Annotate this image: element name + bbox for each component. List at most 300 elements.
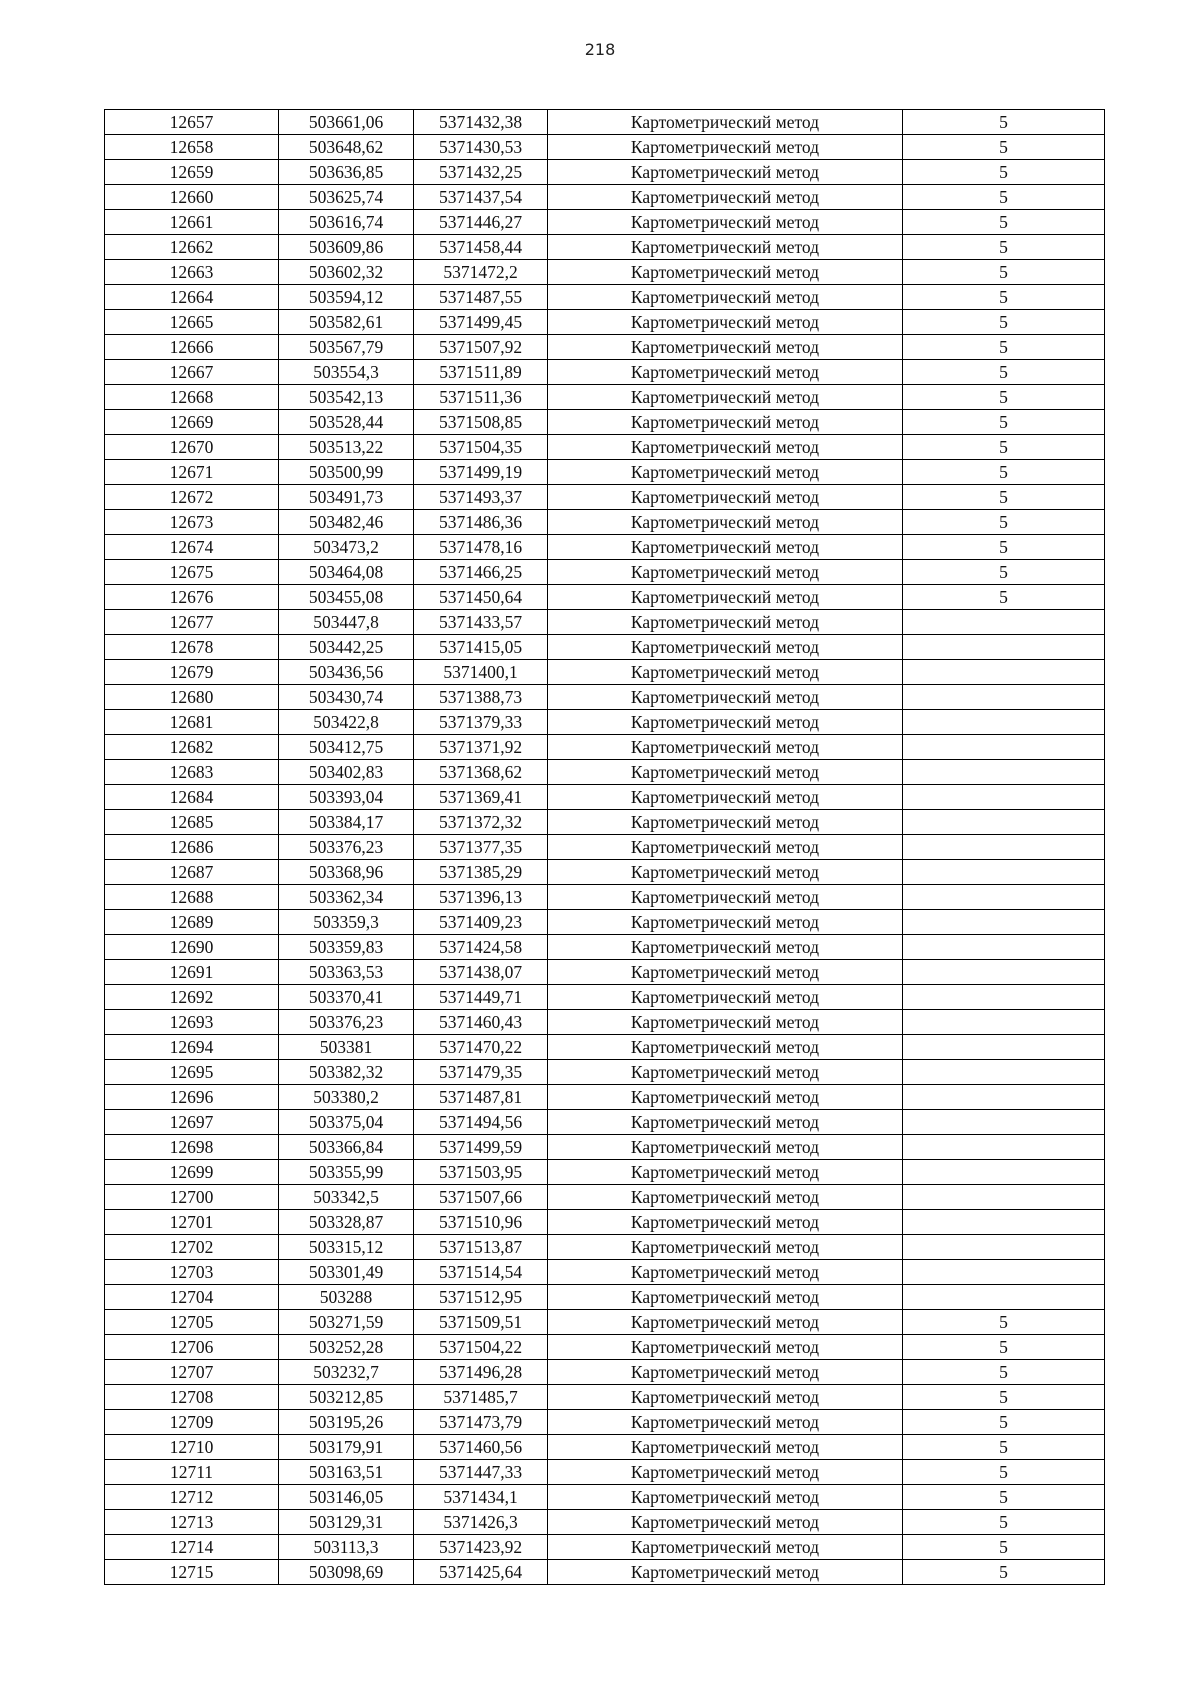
table-row [105,1160,1105,1185]
x-coordinate-cell: 503384,17 [279,810,414,835]
table-row [105,1060,1105,1085]
table-row [105,835,1105,860]
x-coordinate-cell: 503366,84 [279,1135,414,1160]
accuracy-cell [903,985,1105,1010]
accuracy-cell [903,1235,1105,1260]
point-number-cell: 12693 [105,1010,279,1035]
table-row [105,135,1105,160]
y-coordinate-cell: 5371432,25 [414,160,548,185]
method-cell: Картометрический метод [548,160,903,185]
point-number-cell: 12686 [105,835,279,860]
accuracy-cell [903,1285,1105,1310]
y-coordinate-cell: 5371430,53 [414,135,548,160]
x-coordinate-cell: 503602,32 [279,260,414,285]
x-coordinate-cell: 503542,13 [279,385,414,410]
x-coordinate-cell: 503146,05 [279,1485,414,1510]
y-coordinate-cell: 5371446,27 [414,210,548,235]
point-number-cell: 12676 [105,585,279,610]
method-cell: Картометрический метод [548,1110,903,1135]
method-cell: Картометрический метод [548,1010,903,1035]
accuracy-cell: 5 [903,1560,1105,1585]
table-row [105,810,1105,835]
point-number-cell: 12690 [105,935,279,960]
method-cell: Картометрический метод [548,1135,903,1160]
accuracy-cell [903,1185,1105,1210]
point-number-cell: 12687 [105,860,279,885]
point-number-cell: 12685 [105,810,279,835]
y-coordinate-cell: 5371510,96 [414,1210,548,1235]
table-row [105,410,1105,435]
method-cell: Картометрический метод [548,385,903,410]
table-row [105,610,1105,635]
point-number-cell: 12657 [105,110,279,135]
x-coordinate-cell: 503163,51 [279,1460,414,1485]
x-coordinate-cell: 503271,59 [279,1310,414,1335]
method-cell: Картометрический метод [548,1435,903,1460]
point-number-cell: 12712 [105,1485,279,1510]
y-coordinate-cell: 5371470,22 [414,1035,548,1060]
y-coordinate-cell: 5371423,92 [414,1535,548,1560]
accuracy-cell [903,1010,1105,1035]
x-coordinate-cell: 503661,06 [279,110,414,135]
x-coordinate-cell: 503328,87 [279,1210,414,1235]
y-coordinate-cell: 5371369,41 [414,785,548,810]
accuracy-cell: 5 [903,460,1105,485]
point-number-cell: 12665 [105,310,279,335]
x-coordinate-cell: 503382,32 [279,1060,414,1085]
table-row [105,235,1105,260]
method-cell: Картометрический метод [548,360,903,385]
x-coordinate-cell: 503513,22 [279,435,414,460]
method-cell: Картометрический метод [548,1285,903,1310]
table-row [105,1385,1105,1410]
table-row [105,585,1105,610]
table-row [105,510,1105,535]
accuracy-cell: 5 [903,1335,1105,1360]
x-coordinate-cell: 503375,04 [279,1110,414,1135]
table-row [105,560,1105,585]
y-coordinate-cell: 5371503,95 [414,1160,548,1185]
accuracy-cell [903,735,1105,760]
x-coordinate-cell: 503528,44 [279,410,414,435]
x-coordinate-cell: 503342,5 [279,1185,414,1210]
accuracy-cell [903,1035,1105,1060]
x-coordinate-cell: 503422,8 [279,710,414,735]
table-row [105,1110,1105,1135]
table-row [105,1510,1105,1535]
point-number-cell: 12694 [105,1035,279,1060]
accuracy-cell: 5 [903,585,1105,610]
y-coordinate-cell: 5371514,54 [414,1260,548,1285]
x-coordinate-cell: 503368,96 [279,860,414,885]
method-cell: Картометрический метод [548,960,903,985]
x-coordinate-cell: 503252,28 [279,1335,414,1360]
point-number-cell: 12672 [105,485,279,510]
accuracy-cell [903,685,1105,710]
table-row [105,660,1105,685]
method-cell: Картометрический метод [548,635,903,660]
table-row [105,210,1105,235]
point-number-cell: 12678 [105,635,279,660]
method-cell: Картометрический метод [548,1310,903,1335]
coordinates-table-body [105,110,1105,1585]
accuracy-cell [903,860,1105,885]
y-coordinate-cell: 5371486,36 [414,510,548,535]
accuracy-cell: 5 [903,435,1105,460]
table-row [105,935,1105,960]
accuracy-cell: 5 [903,535,1105,560]
table-row [105,1135,1105,1160]
point-number-cell: 12658 [105,135,279,160]
point-number-cell: 12709 [105,1410,279,1435]
accuracy-cell: 5 [903,110,1105,135]
table-row [105,335,1105,360]
method-cell: Картометрический метод [548,235,903,260]
accuracy-cell: 5 [903,310,1105,335]
x-coordinate-cell: 503582,61 [279,310,414,335]
x-coordinate-cell: 503315,12 [279,1235,414,1260]
x-coordinate-cell: 503500,99 [279,460,414,485]
y-coordinate-cell: 5371504,22 [414,1335,548,1360]
y-coordinate-cell: 5371379,33 [414,710,548,735]
method-cell: Картометрический метод [548,435,903,460]
x-coordinate-cell: 503212,85 [279,1385,414,1410]
x-coordinate-cell: 503359,3 [279,910,414,935]
point-number-cell: 12666 [105,335,279,360]
method-cell: Картометрический метод [548,1235,903,1260]
point-number-cell: 12664 [105,285,279,310]
table-row [105,1235,1105,1260]
x-coordinate-cell: 503554,3 [279,360,414,385]
y-coordinate-cell: 5371433,57 [414,610,548,635]
method-cell: Картометрический метод [548,335,903,360]
x-coordinate-cell: 503648,62 [279,135,414,160]
table-row [105,1560,1105,1585]
method-cell: Картометрический метод [548,785,903,810]
point-number-cell: 12662 [105,235,279,260]
method-cell: Картометрический метод [548,810,903,835]
method-cell: Картометрический метод [548,1210,903,1235]
table-row [105,885,1105,910]
table-row [105,485,1105,510]
y-coordinate-cell: 5371434,1 [414,1485,548,1510]
method-cell: Картометрический метод [548,260,903,285]
x-coordinate-cell: 503402,83 [279,760,414,785]
method-cell: Картометрический метод [548,485,903,510]
point-number-cell: 12661 [105,210,279,235]
accuracy-cell: 5 [903,185,1105,210]
table-row [105,785,1105,810]
y-coordinate-cell: 5371479,35 [414,1060,548,1085]
page-number: 218 [584,40,616,59]
method-cell: Картометрический метод [548,760,903,785]
x-coordinate-cell: 503447,8 [279,610,414,635]
table-row [105,435,1105,460]
method-cell: Картометрический метод [548,935,903,960]
x-coordinate-cell: 503129,31 [279,1510,414,1535]
y-coordinate-cell: 5371499,45 [414,310,548,335]
y-coordinate-cell: 5371494,56 [414,1110,548,1135]
accuracy-cell [903,1210,1105,1235]
point-number-cell: 12681 [105,710,279,735]
y-coordinate-cell: 5371432,38 [414,110,548,135]
accuracy-cell [903,1060,1105,1085]
point-number-cell: 12703 [105,1260,279,1285]
method-cell: Картометрический метод [548,1410,903,1435]
point-number-cell: 12688 [105,885,279,910]
point-number-cell: 12684 [105,785,279,810]
point-number-cell: 12668 [105,385,279,410]
y-coordinate-cell: 5371460,56 [414,1435,548,1460]
point-number-cell: 12710 [105,1435,279,1460]
accuracy-cell: 5 [903,560,1105,585]
accuracy-cell: 5 [903,335,1105,360]
table-row [105,1335,1105,1360]
x-coordinate-cell: 503359,83 [279,935,414,960]
x-coordinate-cell: 503370,41 [279,985,414,1010]
accuracy-cell: 5 [903,410,1105,435]
method-cell: Картометрический метод [548,860,903,885]
x-coordinate-cell: 503412,75 [279,735,414,760]
point-number-cell: 12702 [105,1235,279,1260]
y-coordinate-cell: 5371458,44 [414,235,548,260]
x-coordinate-cell: 503455,08 [279,585,414,610]
table-row [105,1460,1105,1485]
y-coordinate-cell: 5371507,66 [414,1185,548,1210]
table-row [105,1410,1105,1435]
x-coordinate-cell: 503491,73 [279,485,414,510]
method-cell: Картометрический метод [548,910,903,935]
accuracy-cell [903,1160,1105,1185]
method-cell: Картометрический метод [548,685,903,710]
y-coordinate-cell: 5371449,71 [414,985,548,1010]
y-coordinate-cell: 5371415,05 [414,635,548,660]
x-coordinate-cell: 503113,3 [279,1535,414,1560]
method-cell: Картометрический метод [548,1335,903,1360]
method-cell: Картометрический метод [548,210,903,235]
method-cell: Картометрический метод [548,610,903,635]
method-cell: Картометрический метод [548,110,903,135]
method-cell: Картометрический метод [548,535,903,560]
coordinates-table [104,109,1105,1585]
y-coordinate-cell: 5371388,73 [414,685,548,710]
x-coordinate-cell: 503393,04 [279,785,414,810]
accuracy-cell: 5 [903,1410,1105,1435]
point-number-cell: 12679 [105,660,279,685]
y-coordinate-cell: 5371426,3 [414,1510,548,1535]
method-cell: Картометрический метод [548,1085,903,1110]
table-row [105,1360,1105,1385]
x-coordinate-cell: 503195,26 [279,1410,414,1435]
y-coordinate-cell: 5371504,35 [414,435,548,460]
method-cell: Картометрический метод [548,1035,903,1060]
point-number-cell: 12683 [105,760,279,785]
point-number-cell: 12706 [105,1335,279,1360]
y-coordinate-cell: 5371372,32 [414,810,548,835]
y-coordinate-cell: 5371511,89 [414,360,548,385]
y-coordinate-cell: 5371473,79 [414,1410,548,1435]
point-number-cell: 12704 [105,1285,279,1310]
accuracy-cell: 5 [903,235,1105,260]
x-coordinate-cell: 503376,23 [279,835,414,860]
x-coordinate-cell: 503376,23 [279,1010,414,1035]
method-cell: Картометрический метод [548,1185,903,1210]
point-number-cell: 12660 [105,185,279,210]
table-row [105,1285,1105,1310]
table-row [105,910,1105,935]
point-number-cell: 12692 [105,985,279,1010]
y-coordinate-cell: 5371509,51 [414,1310,548,1335]
point-number-cell: 12670 [105,435,279,460]
table-row [105,860,1105,885]
point-number-cell: 12701 [105,1210,279,1235]
point-number-cell: 12680 [105,685,279,710]
method-cell: Картометрический метод [548,1535,903,1560]
table-row [105,160,1105,185]
method-cell: Картометрический метод [548,1385,903,1410]
x-coordinate-cell: 503098,69 [279,1560,414,1585]
y-coordinate-cell: 5371513,87 [414,1235,548,1260]
table-row [105,460,1105,485]
method-cell: Картометрический метод [548,585,903,610]
table-row [105,385,1105,410]
method-cell: Картометрический метод [548,410,903,435]
accuracy-cell [903,760,1105,785]
table-row [105,710,1105,735]
table-row [105,285,1105,310]
accuracy-cell [903,710,1105,735]
y-coordinate-cell: 5371512,95 [414,1285,548,1310]
accuracy-cell [903,635,1105,660]
accuracy-cell: 5 [903,160,1105,185]
y-coordinate-cell: 5371508,85 [414,410,548,435]
x-coordinate-cell: 503442,25 [279,635,414,660]
accuracy-cell [903,610,1105,635]
table-row [105,685,1105,710]
method-cell: Картометрический метод [548,885,903,910]
y-coordinate-cell: 5371466,25 [414,560,548,585]
method-cell: Картометрический метод [548,560,903,585]
accuracy-cell [903,885,1105,910]
method-cell: Картометрический метод [548,510,903,535]
table-row [105,760,1105,785]
y-coordinate-cell: 5371493,37 [414,485,548,510]
y-coordinate-cell: 5371499,19 [414,460,548,485]
accuracy-cell [903,1135,1105,1160]
accuracy-cell: 5 [903,1460,1105,1485]
y-coordinate-cell: 5371507,92 [414,335,548,360]
table-row [105,360,1105,385]
point-number-cell: 12677 [105,610,279,635]
method-cell: Картометрический метод [548,1160,903,1185]
table-row [105,1260,1105,1285]
method-cell: Картометрический метод [548,1485,903,1510]
y-coordinate-cell: 5371425,64 [414,1560,548,1585]
y-coordinate-cell: 5371447,33 [414,1460,548,1485]
x-coordinate-cell: 503625,74 [279,185,414,210]
accuracy-cell [903,960,1105,985]
accuracy-cell: 5 [903,485,1105,510]
method-cell: Картометрический метод [548,985,903,1010]
method-cell: Картометрический метод [548,1460,903,1485]
point-number-cell: 12696 [105,1085,279,1110]
point-number-cell: 12695 [105,1060,279,1085]
y-coordinate-cell: 5371377,35 [414,835,548,860]
accuracy-cell [903,910,1105,935]
method-cell: Картометрический метод [548,310,903,335]
method-cell: Картометрический метод [548,1510,903,1535]
point-number-cell: 12689 [105,910,279,935]
y-coordinate-cell: 5371385,29 [414,860,548,885]
point-number-cell: 12699 [105,1160,279,1185]
y-coordinate-cell: 5371450,64 [414,585,548,610]
table-row [105,1485,1105,1510]
point-number-cell: 12659 [105,160,279,185]
y-coordinate-cell: 5371424,58 [414,935,548,960]
method-cell: Картометрический метод [548,1360,903,1385]
x-coordinate-cell: 503380,2 [279,1085,414,1110]
table-row [105,1185,1105,1210]
table-row [105,535,1105,560]
table-row [105,1010,1105,1035]
accuracy-cell [903,835,1105,860]
accuracy-cell: 5 [903,1360,1105,1385]
y-coordinate-cell: 5371487,55 [414,285,548,310]
point-number-cell: 12697 [105,1110,279,1135]
table-row [105,185,1105,210]
x-coordinate-cell: 503362,34 [279,885,414,910]
accuracy-cell: 5 [903,1435,1105,1460]
method-cell: Картометрический метод [548,660,903,685]
point-number-cell: 12713 [105,1510,279,1535]
point-number-cell: 12714 [105,1535,279,1560]
y-coordinate-cell: 5371499,59 [414,1135,548,1160]
accuracy-cell [903,935,1105,960]
table-row [105,635,1105,660]
y-coordinate-cell: 5371396,13 [414,885,548,910]
point-number-cell: 12671 [105,460,279,485]
y-coordinate-cell: 5371438,07 [414,960,548,985]
accuracy-cell: 5 [903,385,1105,410]
x-coordinate-cell: 503609,86 [279,235,414,260]
accuracy-cell: 5 [903,260,1105,285]
point-number-cell: 12673 [105,510,279,535]
x-coordinate-cell: 503473,2 [279,535,414,560]
point-number-cell: 12674 [105,535,279,560]
x-coordinate-cell: 503464,08 [279,560,414,585]
accuracy-cell: 5 [903,1385,1105,1410]
x-coordinate-cell: 503288 [279,1285,414,1310]
point-number-cell: 12691 [105,960,279,985]
accuracy-cell [903,810,1105,835]
method-cell: Картометрический метод [548,135,903,160]
accuracy-cell: 5 [903,360,1105,385]
accuracy-cell: 5 [903,285,1105,310]
method-cell: Картометрический метод [548,735,903,760]
method-cell: Картометрический метод [548,460,903,485]
y-coordinate-cell: 5371487,81 [414,1085,548,1110]
x-coordinate-cell: 503179,91 [279,1435,414,1460]
x-coordinate-cell: 503594,12 [279,285,414,310]
y-coordinate-cell: 5371409,23 [414,910,548,935]
x-coordinate-cell: 503436,56 [279,660,414,685]
y-coordinate-cell: 5371368,62 [414,760,548,785]
table-row [105,1035,1105,1060]
table-row [105,1435,1105,1460]
accuracy-cell [903,785,1105,810]
method-cell: Картометрический метод [548,285,903,310]
x-coordinate-cell: 503636,85 [279,160,414,185]
